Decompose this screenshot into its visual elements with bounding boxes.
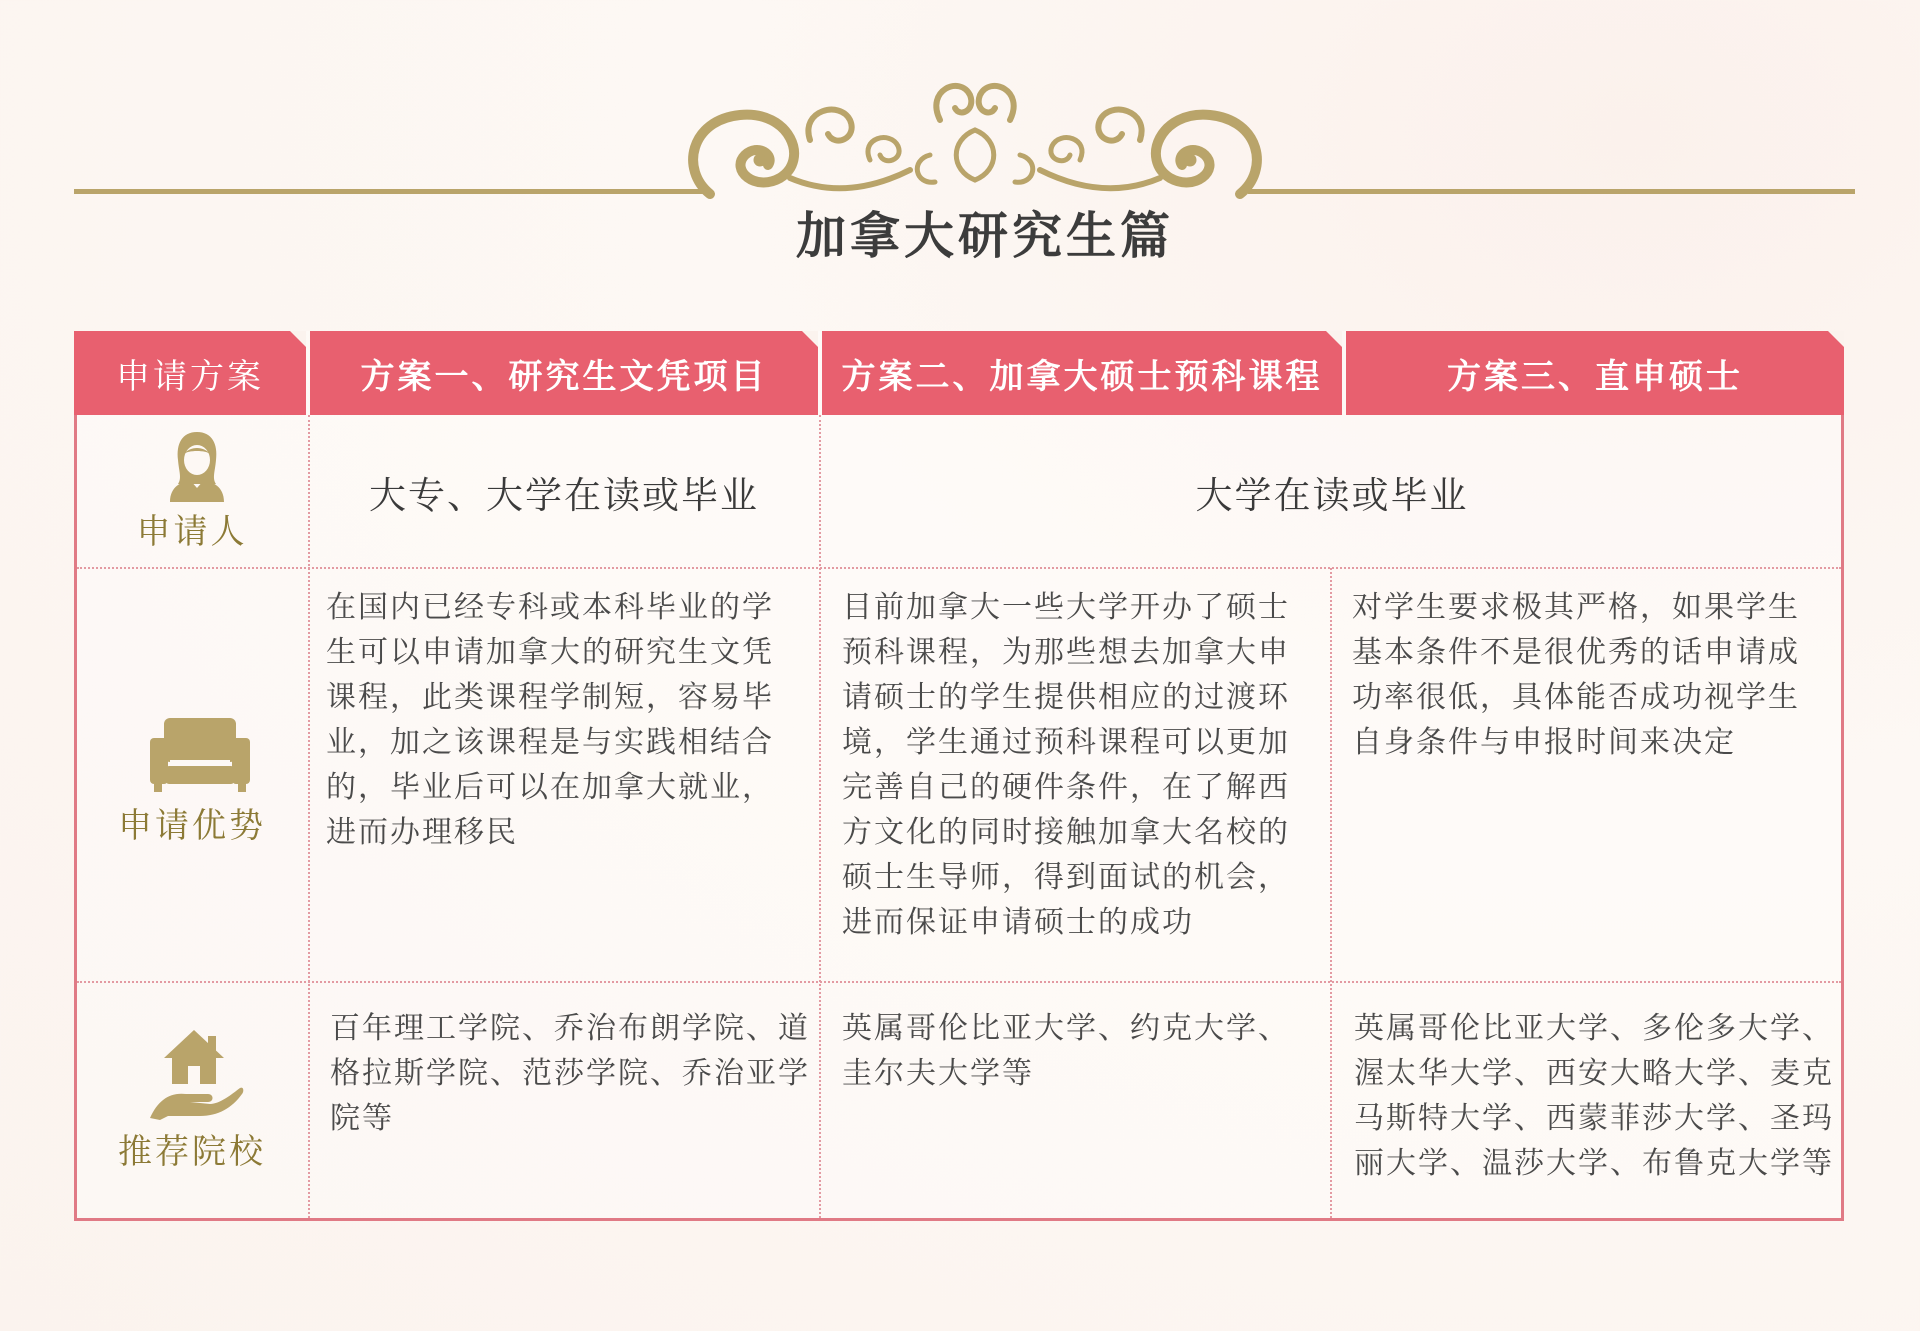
column-divider	[1330, 568, 1332, 1218]
header-rule-left	[74, 189, 704, 194]
applicant-plan-1: 大专、大学在读或毕业	[369, 474, 759, 517]
advantage-plan-1: 在国内已经专科或本科毕业的学生可以申请加拿大的研究生文凭课程，此类课程学制短，容易毕业，加之该课程是与实践相结合的，毕业后可以在加拿大就业，进而办理移民	[326, 590, 774, 850]
row-divider	[77, 567, 1841, 569]
row-label-applicant: 申请人	[136, 512, 248, 552]
row-divider	[77, 981, 1841, 983]
ornament-flourish-icon	[670, 60, 1280, 210]
page-title: 加拿大研究生篇	[796, 206, 1174, 265]
schools-plan-1: 百年理工学院、乔治布朗学院、道格拉斯学院、范莎学院、乔治亚学院等	[330, 1011, 810, 1136]
sofa-icon	[150, 716, 250, 792]
advantage-plan-2: 目前加拿大一些大学开办了硕士预科课程，为那些想去加拿大申请硕士的学生提供相应的过渡环境，学生通过预科课程可以更加完善自己的硬件条件，在了解西方文化的同时接触加拿大名校的硕士生导师，得到面试的机会，进而保证申请硕士的成功	[842, 590, 1290, 940]
schools-plan-2: 英属哥伦比亚大学、约克大学、圭尔夫大学等	[842, 1011, 1290, 1091]
header-plan-2: 方案二、加拿大硕士预科课程	[822, 331, 1342, 415]
person-icon	[166, 428, 228, 502]
column-divider	[819, 415, 821, 1218]
schools-plan-3: 英属哥伦比亚大学、多伦多大学、渥太华大学、西安大略大学、麦克马斯特大学、西蒙菲莎大学、圣玛丽大学、温莎大学、布鲁克大学等	[1354, 1011, 1834, 1181]
row-label-schools: 推荐院校	[118, 1132, 266, 1172]
header-plan-3: 方案三、直申硕士	[1346, 331, 1844, 415]
applicant-plan-2-3: 大学在读或毕业	[1195, 474, 1469, 517]
header-plan-1: 方案一、研究生文凭项目	[310, 331, 818, 415]
header-plan-label: 申请方案	[74, 331, 306, 415]
row-label-advantage: 申请优势	[118, 806, 266, 846]
advantage-plan-3: 对学生要求极其严格，如果学生基本条件不是很优秀的话申请成功率很低，具体能否成功视学生自身条件与申报时间来决定	[1352, 590, 1800, 760]
header-rule-right	[1248, 189, 1855, 194]
house-in-hand-icon	[148, 1028, 244, 1120]
